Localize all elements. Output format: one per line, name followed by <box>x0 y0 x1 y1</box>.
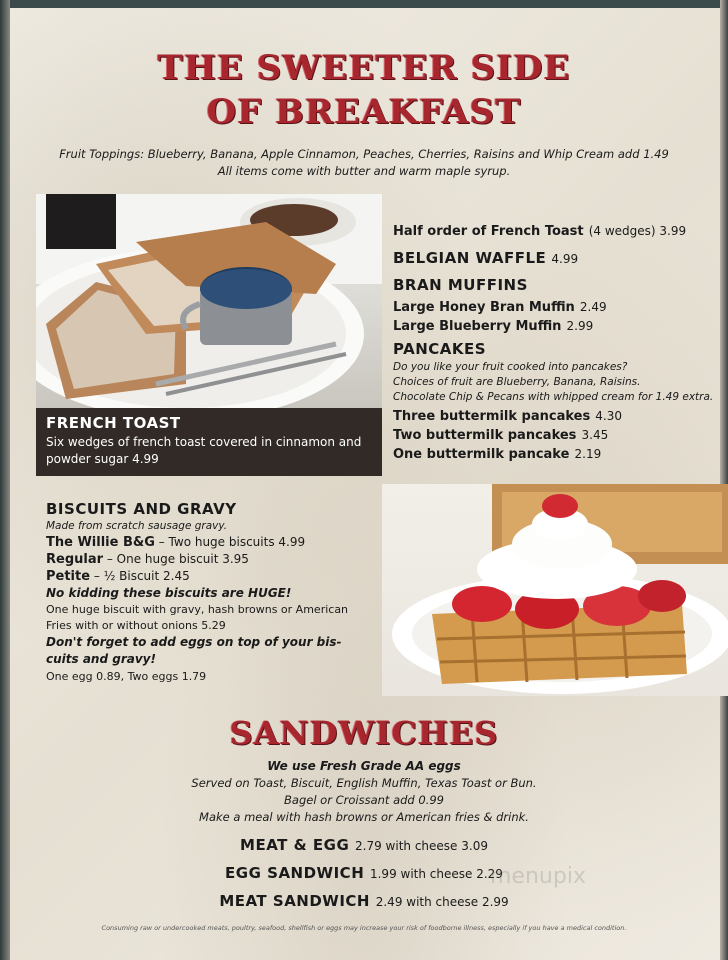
sandwich-price: 1.99 with cheese 2.29 <box>369 867 503 881</box>
french-toast-desc-line1: Six wedges of french toast covered in cinnamon and <box>46 435 362 449</box>
pancakes-section <box>393 340 723 462</box>
willie-item <box>46 534 376 551</box>
petite-item <box>46 568 376 585</box>
huge-desc-line2: Fries with or without onions 5.29 <box>46 619 226 632</box>
pancake-three-item <box>393 405 723 424</box>
muffin-blueberry-name: Large Blueberry Muffin <box>393 319 562 334</box>
fruit-toppings-line: Fruit Toppings: Blueberry, Banana, Apple Cinnamon, Peaches, Cherries, Raisins and Whip Cream add 1.49 <box>59 147 669 161</box>
sandwich-price: 2.49 with cheese 2.99 <box>375 895 509 909</box>
regular-desc: – One huge biscuit 3.95 <box>106 552 249 566</box>
petite-desc: – ½ Biscuit 2.45 <box>93 569 190 583</box>
pancakes-note-line2: Choices of fruit are Blueberry, Banana, Raisins. <box>393 376 641 388</box>
pancake-three-name: Three buttermilk pancakes <box>393 409 591 424</box>
fruit-toppings-note <box>0 146 728 180</box>
pancake-two-item <box>393 424 723 443</box>
biscuits-section <box>46 500 376 685</box>
sandwich-item <box>0 864 728 882</box>
half-order-price: (4 wedges) 3.99 <box>588 224 687 238</box>
food-safety-disclaimer: Consuming raw or undercooked meats, poultry, seafood, shellfish or eggs may increase your risk of foodborne illness, especially if you have a medical condition. <box>101 924 627 932</box>
sandwiches-meal-line: Make a meal with hash browns or American fries & drink. <box>199 810 529 824</box>
regular-item <box>46 551 376 568</box>
sandwiches-bagel-line: Bagel or Croissant add 0.99 <box>284 793 444 807</box>
pancake-two-price: 3.45 <box>581 428 609 442</box>
half-order-item <box>393 220 723 239</box>
muffin-honey-name: Large Honey Bran Muffin <box>393 300 575 315</box>
willie-desc: – Two huge biscuits 4.99 <box>158 535 306 549</box>
sandwich-price: 2.79 with cheese 3.09 <box>355 839 488 853</box>
pancake-one-name: One buttermilk pancake <box>393 447 570 462</box>
page-title-line1: THE SWEETER SIDE <box>157 48 571 88</box>
muffin-blueberry-item <box>393 315 723 334</box>
waffle-illustration <box>382 484 728 696</box>
petite-name: Petite <box>46 569 91 584</box>
pancake-two-name: Two buttermilk pancakes <box>393 428 577 443</box>
muffin-honey-item <box>393 296 723 315</box>
sandwiches-eggs-line: We use Fresh Grade AA eggs <box>267 759 461 773</box>
butter-syrup-line: All items come with butter and warm maple syrup. <box>217 164 511 178</box>
bran-muffins-heading: BRAN MUFFINS <box>393 276 528 294</box>
sandwiches-title: SANDWICHES <box>229 714 499 752</box>
french-toast-caption <box>36 408 382 476</box>
sandwich-item <box>0 836 728 854</box>
pancake-one-price: 2.19 <box>574 447 602 461</box>
belgian-waffle-name: BELGIAN WAFFLE <box>393 249 547 267</box>
sandwich-name: MEAT SANDWICH <box>219 892 370 910</box>
belgian-waffle-item <box>393 248 723 267</box>
regular-name: Regular <box>46 552 104 567</box>
waffle-photo <box>382 484 728 696</box>
pancakes-heading: PANCAKES <box>393 340 487 358</box>
french-toast-desc-line2: powder sugar 4.99 <box>46 452 159 466</box>
eggs-price: One egg 0.89, Two eggs 1.79 <box>46 670 207 683</box>
french-toast-name: FRENCH TOAST <box>46 414 181 432</box>
huge-desc-line1: One huge biscuit with gravy, hash browns or American <box>46 603 349 616</box>
photo-edge-top <box>0 0 728 8</box>
pancakes-note-line1: Do you like your fruit cooked into pancakes? <box>393 361 628 373</box>
muffin-honey-price: 2.49 <box>579 300 607 314</box>
page-title-line2: OF BREAKFAST <box>206 92 522 132</box>
huge-heading: No kidding these biscuits are HUGE! <box>46 586 292 600</box>
sandwich-name: EGG SANDWICH <box>225 864 365 882</box>
belgian-waffle-price: 4.99 <box>551 252 579 266</box>
sandwiches-notes <box>0 758 728 826</box>
biscuits-note: Made from scratch sausage gravy. <box>46 520 228 532</box>
pancakes-note-line3: Chocolate Chip & Pecans with whipped cream for 1.49 extra. <box>393 391 714 403</box>
eggs-note-line1: Don't forget to add eggs on top of your bis- <box>46 635 342 649</box>
eggs-note-line2: cuits and gravy! <box>46 652 156 666</box>
muffin-blueberry-price: 2.99 <box>566 319 594 333</box>
sandwiches-bread-line: Served on Toast, Biscuit, English Muffin, Texas Toast or Bun. <box>191 776 537 790</box>
half-order-name: Half order of French Toast <box>393 224 584 239</box>
french-toast-illustration <box>36 194 382 408</box>
pancake-three-price: 4.30 <box>595 409 623 423</box>
french-toast-photo <box>36 194 382 408</box>
biscuits-heading: BISCUITS AND GRAVY <box>46 500 237 518</box>
pancake-one-item <box>393 443 723 462</box>
watermark: menupix <box>490 864 586 889</box>
willie-name: The Willie B&G <box>46 535 155 550</box>
bran-muffins-section <box>393 276 723 334</box>
sandwich-name: MEAT & EGG <box>240 836 350 854</box>
sandwich-item <box>0 892 728 910</box>
